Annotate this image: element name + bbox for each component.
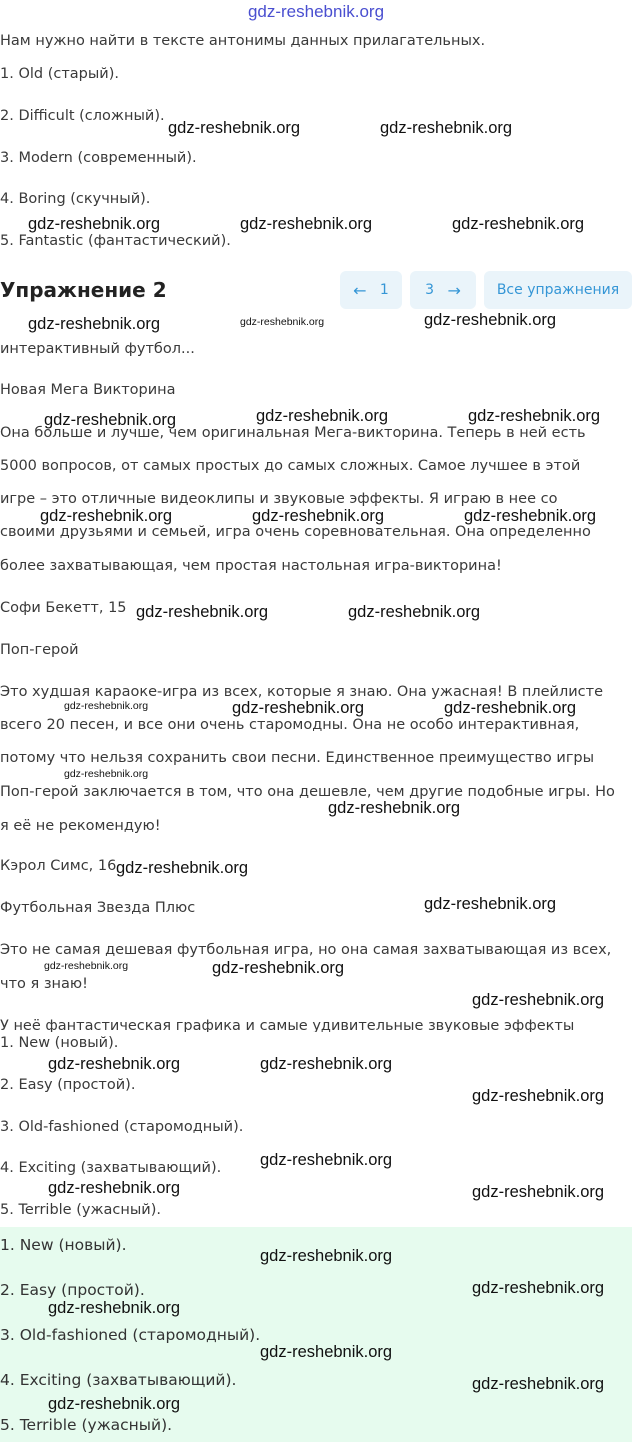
review-author: Кэрол Симс, 16 bbox=[0, 858, 117, 874]
watermark: gdz-reshebnik.org bbox=[28, 315, 161, 333]
watermark: gdz-reshebnik.org bbox=[40, 507, 173, 525]
watermark: gdz-reshebnik.org bbox=[48, 1055, 181, 1073]
watermark: gdz-reshebnik.org bbox=[240, 215, 373, 233]
review-line: потому что нельзя сохранить свои песни. Единственное преимущество игры bbox=[0, 750, 595, 766]
watermark: gdz-reshebnik.org bbox=[116, 859, 249, 877]
answer-box-item: 5. Terrible (ужасный). bbox=[0, 1416, 173, 1434]
answer-item: 1. New (новый). bbox=[0, 1035, 119, 1051]
watermark: gdz-reshebnik.org bbox=[348, 603, 481, 621]
all-exercises-button[interactable] bbox=[484, 271, 632, 309]
review-line: Поп-герой заключается в том, что она дешевле, чем другие подобные игры. Но bbox=[0, 784, 615, 800]
review-line: своими друзьями и семьей, игра очень соревновательная. Она определенно bbox=[0, 524, 591, 540]
watermark: gdz-reshebnik.org bbox=[260, 1055, 393, 1073]
review-line: Она больше и лучше, чем оригинальная Мега-викторина. Теперь в ней есть bbox=[0, 425, 586, 441]
watermark: gdz-reshebnik.org bbox=[424, 311, 557, 329]
watermark: gdz-reshebnik.org bbox=[260, 1343, 393, 1361]
watermark: gdz-reshebnik.org bbox=[44, 411, 177, 429]
review-line: Это не самая дешевая футбольная игра, но она самая захватывающая из всех, bbox=[0, 942, 612, 958]
watermark: gdz-reshebnik.org bbox=[48, 1395, 181, 1413]
site-watermark-top: gdz-reshebnik.org bbox=[247, 2, 385, 21]
prev-exercise-label: 1 bbox=[379, 282, 389, 298]
answer-box-item: 4. Exciting (захватывающий). bbox=[0, 1371, 237, 1389]
watermark: gdz-reshebnik.org bbox=[48, 1299, 181, 1317]
watermark: gdz-reshebnik.org bbox=[252, 507, 385, 525]
review-line: более захватывающая, чем простая настольная игра-викторина! bbox=[0, 558, 502, 574]
section1-item: 1. Old (старый). bbox=[0, 66, 120, 82]
section1-item: 4. Boring (скучный). bbox=[0, 191, 151, 207]
review-line: всего 20 песен, и все они очень старомодны. Она не особо интерактивная, bbox=[0, 717, 580, 733]
answer-item: 4. Exciting (захватывающий). bbox=[0, 1160, 222, 1176]
answer-item: 5. Terrible (ужасный). bbox=[0, 1202, 161, 1218]
watermark: gdz-reshebnik.org bbox=[212, 959, 345, 977]
review-author: Софи Бекетт, 15 bbox=[0, 600, 127, 616]
watermark: gdz-reshebnik.org bbox=[240, 316, 325, 328]
arrow-left-icon: ← bbox=[353, 280, 367, 300]
arrow-right-icon: → bbox=[447, 280, 461, 300]
review-line: что я знаю! bbox=[0, 976, 88, 992]
watermark: gdz-reshebnik.org bbox=[168, 119, 301, 137]
review-line-cut: У неё фантастическая графика и самые удивительные звуковые эффекты bbox=[0, 1018, 575, 1032]
watermark: gdz-reshebnik.org bbox=[136, 603, 269, 621]
section1-intro: Нам нужно найти в тексте антонимы данных прилагательных. bbox=[0, 33, 486, 49]
answer-box-item: 1. New (новый). bbox=[0, 1236, 127, 1254]
watermark: gdz-reshebnik.org bbox=[256, 407, 389, 425]
prev-exercise-button[interactable] bbox=[340, 271, 402, 309]
watermark: gdz-reshebnik.org bbox=[452, 215, 585, 233]
next-exercise-button[interactable] bbox=[410, 271, 476, 309]
scroll-text-cutoff bbox=[0, 1012, 632, 1032]
answer-box-item: 3. Old-fashioned (старомодный). bbox=[0, 1326, 261, 1344]
review-line: я её не рекомендую! bbox=[0, 818, 161, 834]
watermark: gdz-reshebnik.org bbox=[472, 1375, 605, 1393]
answer-item: 2. Easy (простой). bbox=[0, 1077, 136, 1093]
text-line: интерактивный футбол... bbox=[0, 341, 195, 357]
watermark: gdz-reshebnik.org bbox=[464, 507, 597, 525]
watermark: gdz-reshebnik.org bbox=[380, 119, 513, 137]
watermark: gdz-reshebnik.org bbox=[48, 1179, 181, 1197]
section1-item: 3. Modern (современный). bbox=[0, 150, 197, 166]
watermark: gdz-reshebnik.org bbox=[444, 699, 577, 717]
watermark: gdz-reshebnik.org bbox=[328, 799, 461, 817]
all-exercises-label: Все упражнения bbox=[496, 282, 620, 298]
watermark: gdz-reshebnik.org bbox=[468, 407, 601, 425]
watermark: gdz-reshebnik.org bbox=[260, 1247, 393, 1265]
watermark: gdz-reshebnik.org bbox=[260, 1151, 393, 1169]
watermark: gdz-reshebnik.org bbox=[472, 1087, 605, 1105]
section1-item: 2. Difficult (сложный). bbox=[0, 108, 165, 124]
review-title: Поп-герой bbox=[0, 642, 79, 658]
next-exercise-label: 3 bbox=[425, 282, 435, 298]
watermark: gdz-reshebnik.org bbox=[28, 215, 161, 233]
answer-box-item: 2. Easy (простой). bbox=[0, 1281, 145, 1299]
review-line: игре – это отличные видеоклипы и звуковые эффекты. Я играю в нее со bbox=[0, 491, 558, 507]
answer-item: 3. Old-fashioned (старомодный). bbox=[0, 1119, 244, 1135]
review-line: 5000 вопросов, от самых простых до самых сложных. Самое лучшее в этой bbox=[0, 458, 581, 474]
review-line: Это худшая караоке-игра из всех, которые я знаю. Она ужасная! В плейлисте bbox=[0, 684, 604, 700]
watermark: gdz-reshebnik.org bbox=[472, 991, 605, 1009]
watermark: gdz-reshebnik.org bbox=[232, 699, 365, 717]
watermark: gdz-reshebnik.org bbox=[64, 768, 149, 780]
watermark: gdz-reshebnik.org bbox=[424, 895, 557, 913]
exercise-title: Упражнение 2 bbox=[0, 278, 167, 302]
watermark: gdz-reshebnik.org bbox=[472, 1183, 605, 1201]
section1-item: 5. Fantastic (фантастический). bbox=[0, 233, 231, 249]
watermark: gdz-reshebnik.org bbox=[472, 1279, 605, 1297]
watermark: gdz-reshebnik.org bbox=[44, 960, 129, 972]
watermark: gdz-reshebnik.org bbox=[64, 700, 149, 712]
review-title: Футбольная Звезда Плюс bbox=[0, 900, 196, 916]
review-title: Новая Мега Викторина bbox=[0, 382, 176, 398]
